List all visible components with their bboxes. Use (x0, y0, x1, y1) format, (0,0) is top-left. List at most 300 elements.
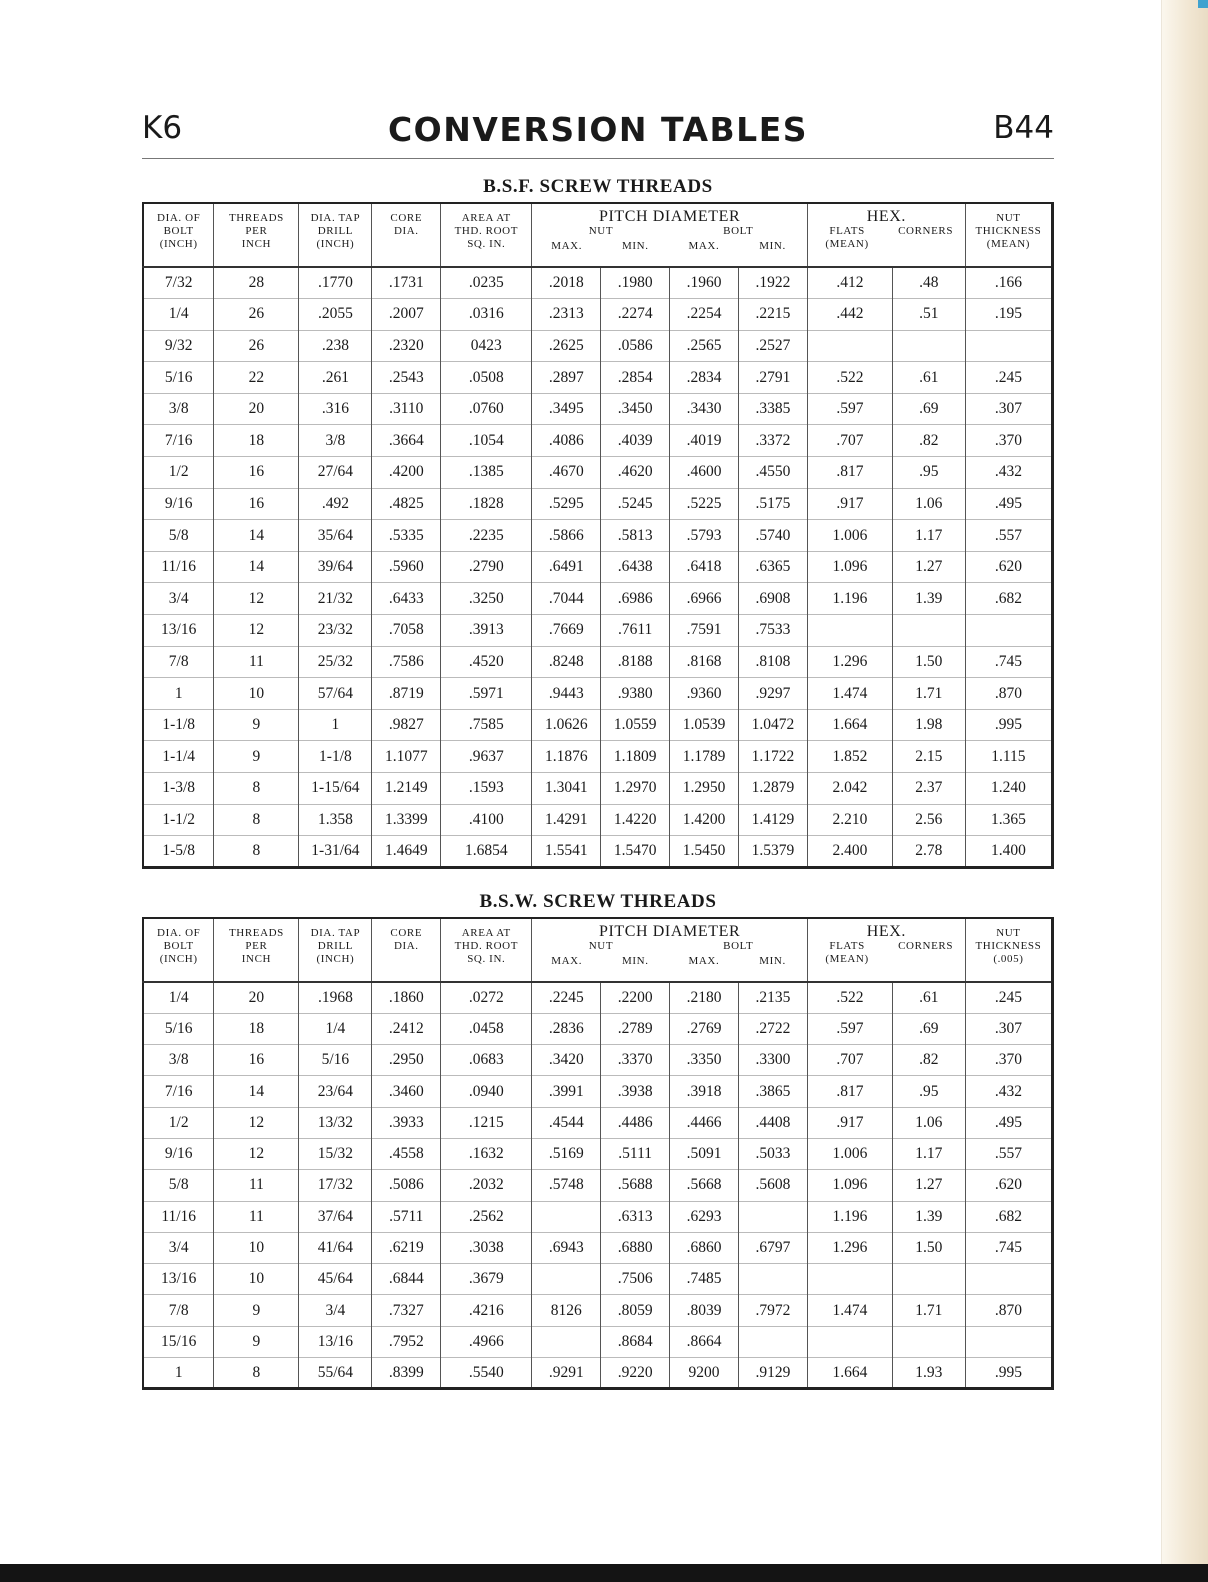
table-cell: 1.39 (892, 583, 965, 615)
table-cell: .4670 (532, 457, 601, 489)
table-row (143, 982, 1053, 1013)
table-cell: .51 (892, 299, 965, 331)
table-cell: .8719 (372, 678, 441, 710)
table-cell: 1-1/4 (143, 741, 214, 773)
table-cell: .5175 (738, 488, 807, 520)
table-cell: 1.3399 (372, 804, 441, 836)
table-cell: .2018 (532, 267, 601, 299)
table-cell: .7533 (738, 615, 807, 647)
table-cell: .492 (299, 488, 372, 520)
table-cell: .2254 (670, 299, 739, 331)
table-cell: 14 (214, 520, 299, 552)
table-row (143, 678, 1053, 710)
table-cell: .6219 (372, 1232, 441, 1263)
table-cell: .8664 (670, 1326, 739, 1357)
bsw-section-title: B.S.W. SCREW THREADS (479, 891, 717, 912)
table-cell: .6880 (601, 1232, 670, 1263)
table-cell: .0458 (441, 1013, 532, 1044)
table-cell: 22 (214, 362, 299, 394)
table-cell: 1.06 (892, 488, 965, 520)
table-cell: .917 (807, 1107, 892, 1138)
table-cell: 12 (214, 583, 299, 615)
table-cell: .2789 (601, 1013, 670, 1044)
table-cell: 1-1/2 (143, 804, 214, 836)
table-cell: .2950 (372, 1045, 441, 1076)
table-cell: 0423 (441, 330, 532, 362)
col-header-area: AREA AT THD. ROOT SQ. IN. (441, 203, 532, 267)
table-cell: 16 (214, 457, 299, 489)
table-cell: 11 (214, 1170, 299, 1201)
table-cell: .2274 (601, 299, 670, 331)
table-cell: .4039 (601, 425, 670, 457)
table-cell: .4086 (532, 425, 601, 457)
table-cell: 23/64 (299, 1076, 372, 1107)
table-cell: .707 (807, 425, 892, 457)
table-cell: .0760 (441, 393, 532, 425)
table-cell: .7952 (372, 1326, 441, 1357)
table-row (143, 362, 1053, 394)
table-row (143, 1264, 1053, 1295)
table-cell: 14 (214, 551, 299, 583)
table-cell: 1.50 (892, 646, 965, 678)
table-cell (807, 330, 892, 362)
table-cell: .597 (807, 393, 892, 425)
table-cell: .3110 (372, 393, 441, 425)
table-cell: .7585 (441, 709, 532, 741)
table-cell: .7669 (532, 615, 601, 647)
table-row (143, 646, 1053, 678)
table-cell: 55/64 (299, 1358, 372, 1389)
table-cell: .307 (965, 393, 1052, 425)
col-header-hex: HEX. FLATS (MEAN) CORNERS (807, 918, 965, 982)
table-cell: 1/2 (143, 1107, 214, 1138)
table-cell: 5/8 (143, 1170, 214, 1201)
bsw-table (142, 917, 1054, 1390)
table-cell (892, 1264, 965, 1295)
table-row (143, 1201, 1053, 1232)
table-row (143, 1358, 1053, 1389)
table-cell: .5225 (670, 488, 739, 520)
corner-mark (1198, 0, 1208, 8)
table-cell: 16 (214, 1045, 299, 1076)
table-cell: .4544 (532, 1107, 601, 1138)
table-cell: .8399 (372, 1358, 441, 1389)
table-cell: 1 (143, 1358, 214, 1389)
bsf-table (142, 202, 1054, 869)
table-row (143, 299, 1053, 331)
table-cell: .2562 (441, 1201, 532, 1232)
scan-bottom-edge (0, 1564, 1208, 1582)
table-cell: 1.0559 (601, 709, 670, 741)
table-cell: 12 (214, 615, 299, 647)
table-cell: 26 (214, 299, 299, 331)
table-cell: .1593 (441, 773, 532, 805)
table-cell: .195 (965, 299, 1052, 331)
table-cell: .4825 (372, 488, 441, 520)
table-cell: .7586 (372, 646, 441, 678)
table-cell (892, 330, 965, 362)
table-cell: .432 (965, 457, 1052, 489)
table-cell: .3938 (601, 1076, 670, 1107)
table-cell: .2790 (441, 551, 532, 583)
table-cell: .5295 (532, 488, 601, 520)
table-cell: .9360 (670, 678, 739, 710)
table-cell: .1922 (738, 267, 807, 299)
table-cell: .8168 (670, 646, 739, 678)
table-cell: 1.0539 (670, 709, 739, 741)
table-cell: 7/16 (143, 425, 214, 457)
table-cell: .61 (892, 362, 965, 394)
table-cell: 7/32 (143, 267, 214, 299)
table-cell: 1/2 (143, 457, 214, 489)
table-cell: .2897 (532, 362, 601, 394)
table-cell: .5711 (372, 1201, 441, 1232)
table-cell: .3250 (441, 583, 532, 615)
table-cell: 1.27 (892, 1170, 965, 1201)
table-cell (807, 1326, 892, 1357)
table-row (143, 804, 1053, 836)
table-cell: .9827 (372, 709, 441, 741)
table-cell: 26 (214, 330, 299, 362)
table-cell: 45/64 (299, 1264, 372, 1295)
table-cell: .620 (965, 551, 1052, 583)
table-cell: 7/8 (143, 646, 214, 678)
table-cell: 13/32 (299, 1107, 372, 1138)
table-row (143, 1045, 1053, 1076)
table-cell: 9/16 (143, 488, 214, 520)
table-cell: .1731 (372, 267, 441, 299)
table-cell: 1.27 (892, 551, 965, 583)
table-cell: .261 (299, 362, 372, 394)
table-cell: .3038 (441, 1232, 532, 1263)
table-cell: .5608 (738, 1170, 807, 1201)
table-cell: .5960 (372, 551, 441, 583)
table-cell: .5866 (532, 520, 601, 552)
table-cell: .817 (807, 1076, 892, 1107)
table-cell: 1.296 (807, 1232, 892, 1263)
table-cell: 1.4649 (372, 836, 441, 868)
table-cell: .4550 (738, 457, 807, 489)
table-cell: 8 (214, 804, 299, 836)
table-cell: .7058 (372, 615, 441, 647)
table-cell: .2791 (738, 362, 807, 394)
table-row (143, 520, 1053, 552)
table-cell: 8126 (532, 1295, 601, 1326)
table-cell: .1828 (441, 488, 532, 520)
table-cell: .682 (965, 583, 1052, 615)
col-header-threads: THREADS PER INCH (214, 918, 299, 982)
col-header-pitch-diameter: PITCH DIAMETER NUT BOLT MAX. MIN. MAX. MIN. (532, 918, 807, 982)
table-cell: .5540 (441, 1358, 532, 1389)
table-cell: .522 (807, 362, 892, 394)
table-cell: .7972 (738, 1295, 807, 1326)
table-cell (965, 330, 1052, 362)
table-cell: .495 (965, 1107, 1052, 1138)
table-row (143, 773, 1053, 805)
table-cell: 1.2149 (372, 773, 441, 805)
table-row (143, 551, 1053, 583)
table-cell: .9297 (738, 678, 807, 710)
table-cell: 1.5450 (670, 836, 739, 868)
table-cell: .3372 (738, 425, 807, 457)
table-cell: .1632 (441, 1138, 532, 1169)
table-cell: .682 (965, 1201, 1052, 1232)
table-cell: 1.4220 (601, 804, 670, 836)
table-cell: 8 (214, 773, 299, 805)
table-cell: 8 (214, 1358, 299, 1389)
table-cell: 5/8 (143, 520, 214, 552)
table-cell: 1.474 (807, 1295, 892, 1326)
table-cell: .6433 (372, 583, 441, 615)
table-row (143, 1107, 1053, 1138)
table-cell: .7611 (601, 615, 670, 647)
table-cell: .6986 (601, 583, 670, 615)
table-cell: .5033 (738, 1138, 807, 1169)
table-row (143, 1013, 1053, 1044)
table-cell: .597 (807, 1013, 892, 1044)
table-cell: 1.5541 (532, 836, 601, 868)
table-row (143, 425, 1053, 457)
table-cell: 1.71 (892, 678, 965, 710)
table-cell: .48 (892, 267, 965, 299)
table-cell: 57/64 (299, 678, 372, 710)
col-header-drill: DIA. TAP DRILL (INCH) (299, 203, 372, 267)
table-cell: .3420 (532, 1045, 601, 1076)
table-cell: 1.664 (807, 709, 892, 741)
table-cell (738, 1264, 807, 1295)
table-cell: .6860 (670, 1232, 739, 1263)
table-cell (965, 615, 1052, 647)
table-cell: 5/16 (143, 362, 214, 394)
table-cell: 2.37 (892, 773, 965, 805)
table-cell: 10 (214, 1264, 299, 1295)
table-cell: 1.852 (807, 741, 892, 773)
table-cell: 1.006 (807, 520, 892, 552)
bsw-table-body (143, 982, 1053, 1389)
page-section-code: K6 (142, 110, 183, 146)
table-cell: .2313 (532, 299, 601, 331)
table-cell: .6908 (738, 583, 807, 615)
table-cell: 5/16 (299, 1045, 372, 1076)
table-row (143, 1076, 1053, 1107)
table-cell (965, 1264, 1052, 1295)
table-cell: .870 (965, 1295, 1052, 1326)
table-cell: .4520 (441, 646, 532, 678)
table-cell: .95 (892, 457, 965, 489)
table-cell: 1.4200 (670, 804, 739, 836)
table-cell: 1-31/64 (299, 836, 372, 868)
page-number: B44 (993, 110, 1054, 146)
table-cell: 13/16 (143, 1264, 214, 1295)
table-cell: .3450 (601, 393, 670, 425)
table-cell: .557 (965, 520, 1052, 552)
table-cell: .4600 (670, 457, 739, 489)
table-cell: .4620 (601, 457, 670, 489)
table-cell: 25/32 (299, 646, 372, 678)
table-header-row (143, 203, 1053, 267)
table-row (143, 1170, 1053, 1201)
table-cell: .442 (807, 299, 892, 331)
table-row (143, 836, 1053, 868)
table-row (143, 1295, 1053, 1326)
table-cell: .8188 (601, 646, 670, 678)
table-cell: 1.98 (892, 709, 965, 741)
table-cell: .5245 (601, 488, 670, 520)
table-cell: 1.115 (965, 741, 1052, 773)
table-cell: .2055 (299, 299, 372, 331)
table-cell: .1054 (441, 425, 532, 457)
table-cell: 15/32 (299, 1138, 372, 1169)
table-cell: 1.1722 (738, 741, 807, 773)
table-row (143, 1138, 1053, 1169)
table-cell: 15/16 (143, 1326, 214, 1357)
page-header (142, 108, 1054, 159)
table-cell (892, 1326, 965, 1357)
table-cell: 8 (214, 836, 299, 868)
table-cell: .3865 (738, 1076, 807, 1107)
table-cell (807, 615, 892, 647)
table-cell: 7/8 (143, 1295, 214, 1326)
table-cell: 11 (214, 646, 299, 678)
table-cell: .2135 (738, 982, 807, 1013)
table-cell: .6418 (670, 551, 739, 583)
table-cell: .2320 (372, 330, 441, 362)
table-cell: 11/16 (143, 1201, 214, 1232)
table-cell: .2565 (670, 330, 739, 362)
table-cell: 35/64 (299, 520, 372, 552)
table-cell: 20 (214, 393, 299, 425)
table-cell: .5111 (601, 1138, 670, 1169)
col-header-nut-thickness: NUT THICKNESS (MEAN) (965, 203, 1052, 267)
table-cell: 1.096 (807, 1170, 892, 1201)
table-cell: .9380 (601, 678, 670, 710)
table-cell: 9/16 (143, 1138, 214, 1169)
table-cell: 1.4291 (532, 804, 601, 836)
table-cell: 1.6854 (441, 836, 532, 868)
col-header-dia: DIA. OF BOLT (INCH) (143, 203, 214, 267)
table-cell: .7506 (601, 1264, 670, 1295)
table-cell: .2722 (738, 1013, 807, 1044)
table-cell: 1.71 (892, 1295, 965, 1326)
table-cell: .3370 (601, 1045, 670, 1076)
table-cell: 1.240 (965, 773, 1052, 805)
table-cell: 1.06 (892, 1107, 965, 1138)
table-cell: .0235 (441, 267, 532, 299)
table-cell: .2854 (601, 362, 670, 394)
table-cell: .2769 (670, 1013, 739, 1044)
table-cell: .7327 (372, 1295, 441, 1326)
table-cell: .238 (299, 330, 372, 362)
table-cell: .4408 (738, 1107, 807, 1138)
table-cell: 12 (214, 1138, 299, 1169)
table-cell: 1.2950 (670, 773, 739, 805)
table-cell: .4200 (372, 457, 441, 489)
table-cell: .245 (965, 362, 1052, 394)
table-cell: 27/64 (299, 457, 372, 489)
table-cell: .5971 (441, 678, 532, 710)
table-cell: 1.3041 (532, 773, 601, 805)
table-cell: .1215 (441, 1107, 532, 1138)
table-cell: .817 (807, 457, 892, 489)
table-cell: .522 (807, 982, 892, 1013)
table-cell: .1385 (441, 457, 532, 489)
table-cell: .9129 (738, 1358, 807, 1389)
table-cell: .995 (965, 1358, 1052, 1389)
table-cell: 1.39 (892, 1201, 965, 1232)
table-cell: .3933 (372, 1107, 441, 1138)
table-cell: 2.042 (807, 773, 892, 805)
table-cell: 2.210 (807, 804, 892, 836)
table-cell: .6293 (670, 1201, 739, 1232)
table-cell: 1.664 (807, 1358, 892, 1389)
table-cell: .3913 (441, 615, 532, 647)
table-cell: .7485 (670, 1264, 739, 1295)
col-header-threads: THREADS PER INCH (214, 203, 299, 267)
table-cell: 2.400 (807, 836, 892, 868)
table-cell: 13/16 (143, 615, 214, 647)
table-cell: .3350 (670, 1045, 739, 1076)
table-cell: .495 (965, 488, 1052, 520)
table-cell: .1968 (299, 982, 372, 1013)
table-cell: .432 (965, 1076, 1052, 1107)
table-cell: .69 (892, 1013, 965, 1044)
table-cell (738, 1201, 807, 1232)
table-cell: .870 (965, 678, 1052, 710)
table-cell: 1 (143, 678, 214, 710)
table-cell: 17/32 (299, 1170, 372, 1201)
table-cell: .6943 (532, 1232, 601, 1263)
table-cell: 2.15 (892, 741, 965, 773)
table-cell: .82 (892, 1045, 965, 1076)
table-cell: .2215 (738, 299, 807, 331)
table-cell: .5813 (601, 520, 670, 552)
table-cell: 1-5/8 (143, 836, 214, 868)
table-cell: 9/32 (143, 330, 214, 362)
table-cell: 1.096 (807, 551, 892, 583)
table-cell: .995 (965, 709, 1052, 741)
table-cell: .6313 (601, 1201, 670, 1232)
table-cell: .69 (892, 393, 965, 425)
table-cell: 20 (214, 982, 299, 1013)
table-cell: .3300 (738, 1045, 807, 1076)
table-cell: 3/8 (299, 425, 372, 457)
col-header-drill: DIA. TAP DRILL (INCH) (299, 918, 372, 982)
table-cell: 9 (214, 1326, 299, 1357)
col-header-hex: HEX. FLATS (MEAN) CORNERS (807, 203, 965, 267)
table-row (143, 741, 1053, 773)
table-row (143, 330, 1053, 362)
table-cell (738, 1326, 807, 1357)
table-cell: .3918 (670, 1076, 739, 1107)
table-cell: .245 (965, 982, 1052, 1013)
table-cell: .5091 (670, 1138, 739, 1169)
table-cell: .917 (807, 488, 892, 520)
table-cell: 1.50 (892, 1232, 965, 1263)
table-header-row (143, 918, 1053, 982)
table-cell (965, 1326, 1052, 1357)
table-cell: 21/32 (299, 583, 372, 615)
table-cell: 1.400 (965, 836, 1052, 868)
table-cell: .745 (965, 646, 1052, 678)
table-cell: 41/64 (299, 1232, 372, 1263)
page-title: CONVERSION TABLES (387, 110, 809, 149)
table-cell: .7591 (670, 615, 739, 647)
table-cell (807, 1264, 892, 1295)
table-cell: 1/4 (299, 1013, 372, 1044)
table-row (143, 267, 1053, 299)
table-cell: .5169 (532, 1138, 601, 1169)
col-header-dia: DIA. OF BOLT (INCH) (143, 918, 214, 982)
